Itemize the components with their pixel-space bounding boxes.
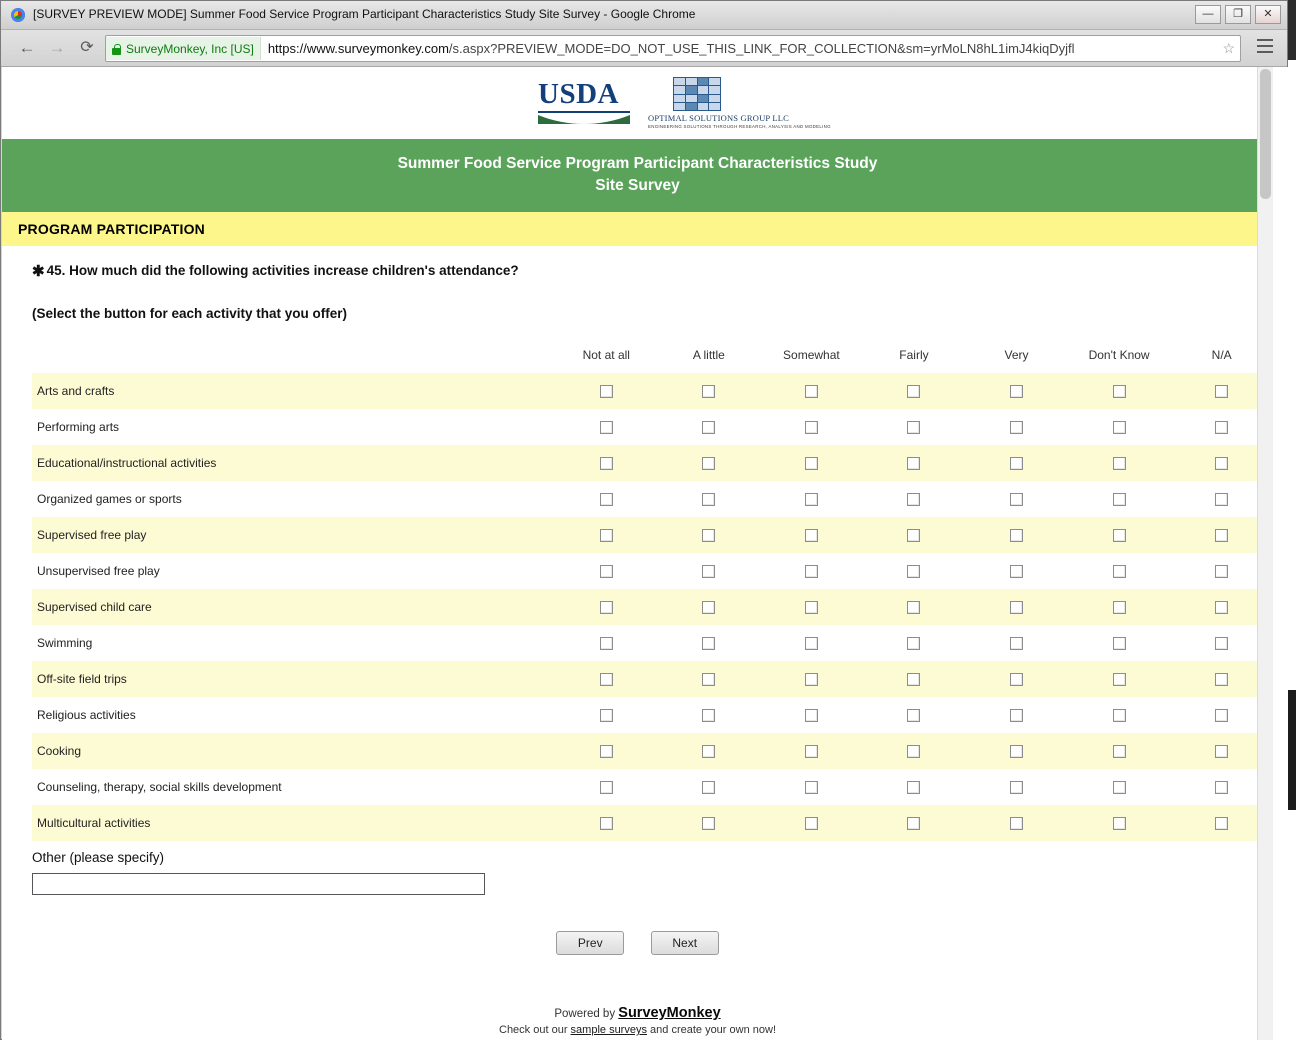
checkbox[interactable]	[1113, 601, 1126, 614]
table-row	[32, 625, 1273, 661]
checkbox[interactable]	[1113, 745, 1126, 758]
footer-promo	[2, 1024, 1273, 1036]
sample-surveys-link[interactable]: sample surveys	[570, 1024, 647, 1036]
table-row	[32, 805, 1273, 841]
matrix-cell[interactable]	[658, 481, 761, 517]
checkbox[interactable]	[805, 565, 818, 578]
checkbox[interactable]	[907, 421, 920, 434]
matrix-cell[interactable]	[555, 625, 658, 661]
checkbox[interactable]	[1010, 709, 1023, 722]
matrix-cell[interactable]	[1068, 697, 1171, 733]
checkbox[interactable]	[1215, 673, 1228, 686]
checkbox[interactable]	[1010, 817, 1023, 830]
matrix-cell[interactable]	[555, 481, 658, 517]
checkbox[interactable]	[600, 709, 613, 722]
checkbox[interactable]	[600, 385, 613, 398]
matrix-header-row	[32, 347, 1273, 373]
checkbox[interactable]	[1215, 637, 1228, 650]
checkbox[interactable]	[907, 637, 920, 650]
matrix-cell[interactable]	[760, 481, 863, 517]
matrix-cell[interactable]	[863, 805, 966, 841]
checkbox[interactable]	[1215, 781, 1228, 794]
security-badge[interactable]	[106, 37, 261, 60]
checkbox[interactable]	[805, 745, 818, 758]
checkbox[interactable]	[1010, 421, 1023, 434]
matrix-cell[interactable]	[658, 373, 761, 409]
matrix-cell[interactable]	[863, 481, 966, 517]
matrix-cell[interactable]	[760, 697, 863, 733]
matrix-cell[interactable]	[760, 661, 863, 697]
reload-icon[interactable]: ⟳	[80, 39, 94, 56]
checkbox[interactable]	[1113, 385, 1126, 398]
table-row	[32, 373, 1273, 409]
table-row	[32, 445, 1273, 481]
prev-button[interactable]: Prev	[556, 931, 624, 955]
activity-rating-matrix	[32, 347, 1273, 841]
matrix-cell[interactable]	[1068, 625, 1171, 661]
matrix-cell[interactable]	[760, 805, 863, 841]
required-star-icon: ✱	[32, 263, 45, 280]
checkbox[interactable]	[1215, 601, 1228, 614]
matrix-cell[interactable]	[863, 409, 966, 445]
matrix-cell[interactable]	[658, 769, 761, 805]
survey-page	[2, 67, 1273, 1040]
checkbox[interactable]	[1113, 493, 1126, 506]
matrix-cell[interactable]	[1068, 553, 1171, 589]
checkbox[interactable]	[600, 601, 613, 614]
lock-icon	[111, 43, 122, 55]
question-title	[32, 262, 1273, 280]
url-host: https://www.surveymonkey.com	[267, 41, 449, 56]
matrix-cell[interactable]	[555, 517, 658, 553]
checkbox[interactable]	[1010, 565, 1023, 578]
window-controls	[1195, 5, 1281, 24]
footer-promo-suffix: and create your own now!	[650, 1024, 776, 1036]
osg-grid-icon	[673, 77, 721, 111]
checkbox[interactable]	[805, 673, 818, 686]
checkbox[interactable]	[1010, 457, 1023, 470]
checkbox[interactable]	[1010, 493, 1023, 506]
checkbox[interactable]	[1215, 493, 1228, 506]
checkbox[interactable]	[1113, 457, 1126, 470]
checkbox[interactable]	[600, 745, 613, 758]
survey-title-line1: Summer Food Service Program Participant Characteristics Study	[397, 155, 878, 172]
checkbox[interactable]	[702, 637, 715, 650]
table-row	[32, 517, 1273, 553]
url-text	[268, 41, 1075, 56]
matrix-cell[interactable]	[555, 805, 658, 841]
checkbox[interactable]	[1010, 637, 1023, 650]
survey-title-line2: Site Survey	[595, 177, 680, 194]
checkbox[interactable]	[907, 745, 920, 758]
bookmark-star-icon[interactable]: ☆	[1222, 40, 1235, 56]
matrix-col-header: N/A	[1211, 348, 1232, 362]
chrome-menu-icon[interactable]	[1257, 39, 1273, 53]
matrix-cell[interactable]	[555, 409, 658, 445]
matrix-cell[interactable]	[760, 445, 863, 481]
checkbox[interactable]	[702, 745, 715, 758]
scrollbar-thumb[interactable]	[1260, 69, 1271, 199]
matrix-col-header: Don't Know	[1088, 348, 1150, 362]
optimal-solutions-group-logo	[648, 77, 831, 129]
checkbox[interactable]	[1215, 385, 1228, 398]
checkbox[interactable]	[907, 709, 920, 722]
table-row	[32, 697, 1273, 733]
checkbox[interactable]	[1113, 673, 1126, 686]
checkbox[interactable]	[805, 817, 818, 830]
question-instruction: (Select the button for each activity that you offer)	[32, 306, 348, 321]
checkbox[interactable]	[702, 709, 715, 722]
checkbox[interactable]	[702, 457, 715, 470]
page-viewport	[2, 67, 1288, 1040]
checkbox[interactable]	[907, 565, 920, 578]
checkbox[interactable]	[600, 457, 613, 470]
checkbox[interactable]	[805, 709, 818, 722]
back-arrow-icon[interactable]: ←	[18, 38, 36, 57]
matrix-cell[interactable]	[863, 517, 966, 553]
checkbox[interactable]	[907, 673, 920, 686]
checkbox[interactable]	[702, 673, 715, 686]
matrix-col-header: Very	[1004, 348, 1029, 362]
osg-tagline: ENGINEERING SOLUTIONS THROUGH RESEARCH, ANALYSIS AND MODELING	[648, 124, 831, 129]
matrix-cell[interactable]	[965, 769, 1068, 805]
matrix-cell[interactable]	[555, 589, 658, 625]
url-path: /s.aspx?PREVIEW_MODE=DO_NOT_USE_THIS_LINK_FOR_COLLECTION&sm=yrMoLN8hL1imJ4kiqDyjfl	[448, 41, 1075, 56]
checkbox[interactable]	[1215, 817, 1228, 830]
matrix-cell[interactable]	[1068, 445, 1171, 481]
matrix-cell[interactable]	[863, 769, 966, 805]
checkbox[interactable]	[805, 601, 818, 614]
page-footer	[2, 1005, 1273, 1036]
matrix-cell[interactable]	[555, 373, 658, 409]
matrix-col-header: Not at all	[582, 348, 630, 362]
matrix-cell[interactable]	[760, 517, 863, 553]
matrix-cell[interactable]	[760, 625, 863, 661]
matrix-cell[interactable]	[863, 733, 966, 769]
checkbox[interactable]	[1010, 529, 1023, 542]
matrix-cell[interactable]	[965, 589, 1068, 625]
checkbox[interactable]	[702, 565, 715, 578]
matrix-cell[interactable]	[1068, 589, 1171, 625]
matrix-cell[interactable]	[965, 517, 1068, 553]
matrix-cell[interactable]	[658, 445, 761, 481]
usda-swoosh-icon	[538, 109, 630, 124]
matrix-cell[interactable]	[965, 697, 1068, 733]
matrix-row-label: Educational/instructional activities	[37, 456, 217, 470]
matrix-row-label: Arts and crafts	[37, 384, 115, 398]
next-button[interactable]: Next	[651, 931, 719, 955]
matrix-row-label: Off-site field trips	[37, 672, 127, 686]
matrix-cell[interactable]	[965, 625, 1068, 661]
matrix-cell[interactable]	[658, 517, 761, 553]
navigation-buttons	[2, 931, 1273, 955]
matrix-cell[interactable]	[658, 625, 761, 661]
matrix-cell[interactable]	[863, 625, 966, 661]
osg-wordmark: OPTIMAL SOLUTIONS GROUP LLC	[648, 113, 790, 123]
table-row	[32, 481, 1273, 517]
checkbox[interactable]	[1010, 781, 1023, 794]
checkbox[interactable]	[907, 817, 920, 830]
matrix-cell[interactable]	[965, 733, 1068, 769]
checkbox[interactable]	[600, 637, 613, 650]
checkbox[interactable]	[1113, 421, 1126, 434]
matrix-row-label: Cooking	[37, 744, 82, 758]
matrix-cell[interactable]	[658, 589, 761, 625]
matrix-cell[interactable]	[658, 733, 761, 769]
checkbox[interactable]	[1215, 529, 1228, 542]
table-row	[32, 553, 1273, 589]
checkbox[interactable]	[702, 601, 715, 614]
matrix-cell[interactable]	[1068, 661, 1171, 697]
minimize-button[interactable]: —	[1195, 5, 1221, 24]
checkbox[interactable]	[805, 781, 818, 794]
checkbox[interactable]	[805, 457, 818, 470]
matrix-row-label: Organized games or sports	[37, 492, 182, 506]
matrix-cell[interactable]	[555, 733, 658, 769]
table-row	[32, 769, 1273, 805]
checkbox[interactable]	[702, 493, 715, 506]
matrix-cell[interactable]	[760, 733, 863, 769]
other-label: Other (please specify)	[32, 850, 165, 865]
matrix-row-label: Performing arts	[37, 420, 120, 434]
maximize-button[interactable]: ❐	[1225, 5, 1251, 24]
survey-header	[2, 139, 1273, 212]
matrix-row-label: Unsupervised free play	[37, 564, 160, 578]
matrix-cell[interactable]	[1068, 373, 1171, 409]
matrix-row-label: Multicultural activities	[37, 816, 151, 830]
matrix-cell[interactable]	[863, 445, 966, 481]
matrix-cell[interactable]	[555, 553, 658, 589]
matrix-cell[interactable]	[965, 373, 1068, 409]
address-bar[interactable]	[105, 35, 1241, 62]
question-text: 45. How much did the following activities increase children's attendance?	[46, 263, 519, 278]
matrix-cell[interactable]	[863, 373, 966, 409]
checkbox[interactable]	[1215, 709, 1228, 722]
powered-by-text: Powered by	[554, 1008, 616, 1020]
matrix-head	[32, 347, 1273, 373]
matrix-label-header	[32, 347, 555, 373]
checkbox[interactable]	[1215, 421, 1228, 434]
checkbox[interactable]	[805, 385, 818, 398]
chrome-favicon-icon	[11, 8, 25, 22]
forward-arrow-icon[interactable]: →	[48, 38, 66, 57]
matrix-cell[interactable]	[760, 589, 863, 625]
checkbox[interactable]	[1215, 565, 1228, 578]
matrix-cell[interactable]	[760, 373, 863, 409]
matrix-cell[interactable]	[658, 553, 761, 589]
matrix-row-label: Counseling, therapy, social skills development	[37, 780, 282, 794]
matrix-cell[interactable]	[863, 697, 966, 733]
window-title: [SURVEY PREVIEW MODE] Summer Food Service Program Participant Characteristics Study Site Survey - Google Chrome	[33, 7, 696, 21]
checkbox[interactable]	[1010, 601, 1023, 614]
powered-by-line	[2, 1005, 1273, 1021]
matrix-cell[interactable]	[555, 697, 658, 733]
matrix-cell[interactable]	[555, 661, 658, 697]
matrix-row-label: Religious activities	[37, 708, 136, 722]
matrix-cell[interactable]	[965, 661, 1068, 697]
checkbox[interactable]	[600, 781, 613, 794]
matrix-cell[interactable]	[658, 409, 761, 445]
checkbox[interactable]	[702, 817, 715, 830]
checkbox[interactable]	[805, 637, 818, 650]
matrix-cell[interactable]	[658, 805, 761, 841]
checkbox[interactable]	[1113, 709, 1126, 722]
checkbox[interactable]	[702, 529, 715, 542]
section-title: PROGRAM PARTICIPATION	[2, 212, 1273, 246]
matrix-cell[interactable]	[1068, 769, 1171, 805]
matrix-cell[interactable]	[965, 481, 1068, 517]
checkbox[interactable]	[1113, 817, 1126, 830]
matrix-cell[interactable]	[1068, 517, 1171, 553]
surveymonkey-link[interactable]: SurveyMonkey	[618, 1005, 721, 1021]
matrix-cell[interactable]	[760, 553, 863, 589]
matrix-cell[interactable]	[965, 409, 1068, 445]
checkbox[interactable]	[600, 817, 613, 830]
matrix-cell[interactable]	[1068, 409, 1171, 445]
footer-promo-prefix: Check out our	[499, 1024, 568, 1036]
checkbox[interactable]	[805, 493, 818, 506]
matrix-cell[interactable]	[863, 553, 966, 589]
checkbox[interactable]	[907, 529, 920, 542]
checkbox[interactable]	[1010, 385, 1023, 398]
close-button[interactable]: ✕	[1255, 5, 1281, 24]
checkbox[interactable]	[600, 493, 613, 506]
checkbox[interactable]	[907, 781, 920, 794]
matrix-col-header: Somewhat	[783, 348, 840, 362]
checkbox[interactable]	[600, 529, 613, 542]
matrix-cell[interactable]	[658, 697, 761, 733]
checkbox[interactable]	[1010, 673, 1023, 686]
matrix-cell[interactable]	[1068, 481, 1171, 517]
matrix-col-header: Fairly	[899, 348, 929, 362]
matrix-cell[interactable]	[658, 661, 761, 697]
matrix-row-label: Swimming	[37, 636, 93, 650]
title-bar	[1, 1, 1287, 30]
checkbox[interactable]	[1215, 745, 1228, 758]
checkbox[interactable]	[907, 457, 920, 470]
checkbox[interactable]	[1215, 457, 1228, 470]
matrix-cell[interactable]	[1068, 805, 1171, 841]
checkbox[interactable]	[1113, 781, 1126, 794]
table-row	[32, 733, 1273, 769]
table-row	[32, 661, 1273, 697]
checkbox[interactable]	[600, 673, 613, 686]
matrix-row-label: Supervised child care	[37, 600, 152, 614]
matrix-row-label: Supervised free play	[37, 528, 147, 542]
matrix-cell[interactable]	[555, 769, 658, 805]
matrix-body	[32, 373, 1273, 841]
table-row	[32, 409, 1273, 445]
checkbox[interactable]	[600, 565, 613, 578]
checkbox[interactable]	[1113, 565, 1126, 578]
logo-row	[2, 67, 1273, 139]
browser-toolbar	[1, 30, 1287, 67]
matrix-cell[interactable]	[555, 445, 658, 481]
page-scrollbar[interactable]	[1257, 67, 1273, 1040]
checkbox[interactable]	[1113, 637, 1126, 650]
matrix-cell[interactable]	[965, 805, 1068, 841]
security-label: SurveyMonkey, Inc [US]	[126, 41, 254, 56]
checkbox[interactable]	[907, 385, 920, 398]
question-block	[2, 246, 1273, 1036]
matrix-cell[interactable]	[1068, 733, 1171, 769]
checkbox[interactable]	[907, 601, 920, 614]
checkbox[interactable]	[805, 421, 818, 434]
checkbox[interactable]	[702, 385, 715, 398]
checkbox[interactable]	[805, 529, 818, 542]
table-row	[32, 589, 1273, 625]
usda-wordmark: USDA	[538, 78, 619, 110]
checkbox[interactable]	[1113, 529, 1126, 542]
matrix-cell[interactable]	[760, 769, 863, 805]
matrix-cell[interactable]	[965, 553, 1068, 589]
matrix-col-header: A little	[692, 348, 725, 362]
matrix-cell[interactable]	[965, 445, 1068, 481]
checkbox[interactable]	[702, 781, 715, 794]
checkbox[interactable]	[1010, 745, 1023, 758]
checkbox[interactable]	[907, 493, 920, 506]
matrix-cell[interactable]	[760, 409, 863, 445]
checkbox[interactable]	[702, 421, 715, 434]
matrix-cell[interactable]	[863, 589, 966, 625]
matrix-cell[interactable]	[863, 661, 966, 697]
other-specify-input[interactable]	[32, 873, 485, 895]
checkbox[interactable]	[600, 421, 613, 434]
usda-logo	[538, 79, 630, 127]
